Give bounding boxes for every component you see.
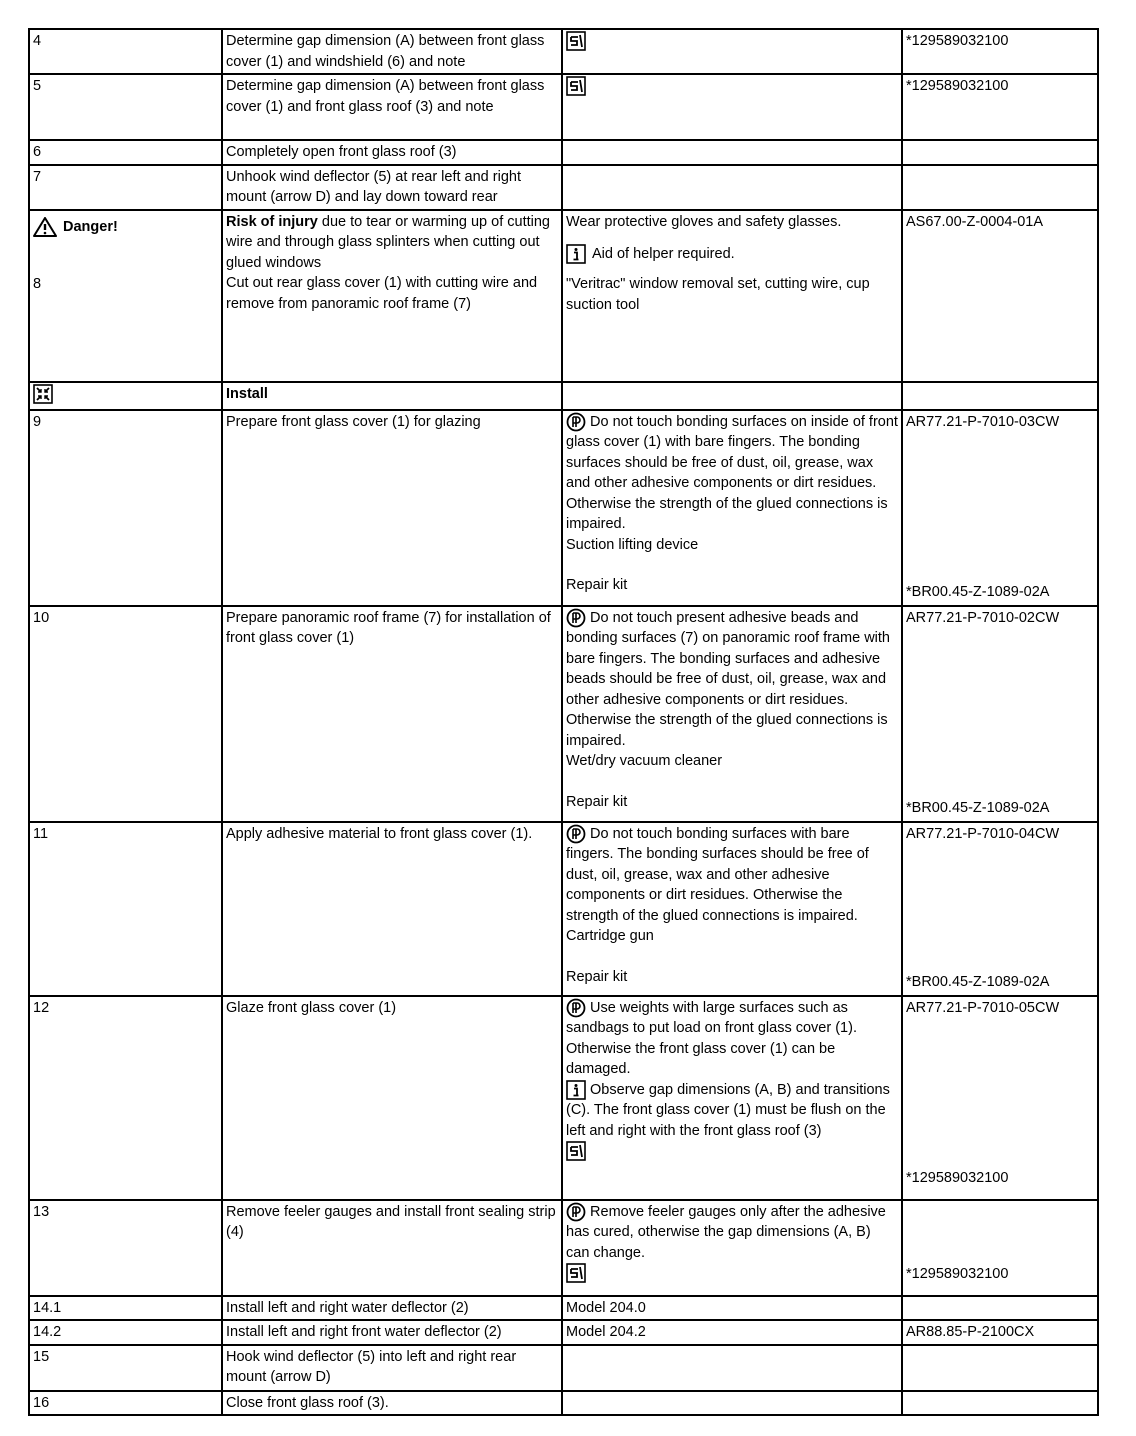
- step-number: 14.2: [29, 1320, 222, 1345]
- step-reference: [902, 140, 1098, 165]
- tool-text: Cartridge gun: [566, 928, 654, 944]
- table-row: [29, 210, 1098, 382]
- step-note: [562, 606, 902, 822]
- step-reference: [902, 382, 1098, 410]
- procedure-table: [28, 28, 1099, 1416]
- step-text: Install left and right water deflector (2): [222, 1296, 562, 1321]
- step-number: 16: [29, 1391, 222, 1416]
- step-reference: [902, 1345, 1098, 1391]
- section-heading: Install: [222, 382, 562, 410]
- step-note: [562, 382, 902, 410]
- table-row: [29, 165, 1098, 210]
- step-reference: [902, 165, 1098, 210]
- note-text: Do not touch bonding surfaces with bare fingers. The bonding surfaces should be free of dust, oil, grease, wax and other adhesive components or dirt residues. Otherwise the strength of the glued connections is impaired.: [566, 825, 869, 924]
- step-number: 10: [29, 606, 222, 822]
- step-note: [562, 996, 902, 1200]
- reference-text: AR77.21-P-7010-04CW: [906, 825, 1060, 842]
- note-paragraph: [566, 412, 898, 535]
- tool-text: Repair kit: [566, 968, 628, 985]
- step-reference: AS67.00-Z-0004-01A: [902, 210, 1098, 382]
- step-text: Prepare front glass cover (1) for glazing: [222, 410, 562, 606]
- reference-text: AR77.21-P-7010-02CW: [906, 609, 1060, 626]
- reference-text: *129589032100: [906, 1265, 1009, 1282]
- step-text: Apply adhesive material to front glass cover (1).: [222, 822, 562, 996]
- note-paragraph: [566, 1080, 898, 1142]
- caution-icon: [566, 412, 586, 432]
- step-number: 14.1: [29, 1296, 222, 1321]
- step-reference: [902, 996, 1098, 1200]
- note-paragraph: [566, 1202, 898, 1264]
- table-row: [29, 382, 1098, 410]
- table-row: [29, 822, 1098, 996]
- step-number: 9: [29, 410, 222, 606]
- table-row: [29, 1200, 1098, 1296]
- step-text: Determine gap dimension (A) between front glass cover (1) and front glass roof (3) and note: [222, 74, 562, 140]
- step-reference: *129589032100: [902, 74, 1098, 140]
- warning-triangle-icon: [33, 217, 57, 237]
- step-note: [562, 140, 902, 165]
- step-note: [562, 822, 902, 996]
- feeler-gauge-icon: [566, 76, 586, 96]
- step-text: Hook wind deflector (5) into left and right rear mount (arrow D): [222, 1345, 562, 1391]
- note-text: Do not touch bonding surfaces on inside of front glass cover (1) with bare fingers. The bonding surfaces should be free of dust, oil, grease, wax and other adhesive components or dirt residues. Otherwise the strength of the glued connections is impaired.: [566, 413, 898, 532]
- risk-bold: Risk of injury: [226, 213, 318, 230]
- note-text: Use weights with large surfaces such as sandbags to put load on front glass cover (1). Otherwise the front glass cover (1) can be damaged.: [566, 999, 857, 1077]
- danger-text: Danger!: [63, 218, 118, 235]
- step-reference: [902, 1391, 1098, 1416]
- step-number: 4: [29, 29, 222, 74]
- install-icon: [33, 384, 53, 404]
- caution-icon: [566, 608, 586, 628]
- note-paragraph: [566, 998, 898, 1080]
- risk-rest: due to tear or warming up of cutting wire and through glass splinters when cutting out glued windows: [226, 213, 550, 271]
- tool-text: Suction lifting device: [566, 536, 699, 553]
- note-text: Do not touch present adhesive beads and bonding surfaces (7) on panoramic roof frame with bare fingers. The bonding surfaces and adhesive beads should be free of dust, oil, grease, wax and other adhesive components or dirt residues. Otherwise the strength of the glued connections is impaired.: [566, 609, 890, 749]
- step-text: Completely open front glass roof (3): [222, 140, 562, 165]
- step-reference: AR88.85-P-2100CX: [902, 1320, 1098, 1345]
- tool-text: Repair kit: [566, 793, 628, 810]
- step-text: Determine gap dimension (A) between front glass cover (1) and windshield (6) and note: [222, 29, 562, 74]
- step-reference: [902, 822, 1098, 996]
- reference-text: *BR00.45-Z-1089-02A: [906, 800, 1050, 816]
- step-number-value: 8: [33, 276, 42, 292]
- install-icon-cell: [29, 382, 222, 410]
- note-paragraph: [566, 608, 898, 752]
- feeler-gauge-icon: [566, 1141, 586, 1161]
- caution-icon: [566, 998, 586, 1018]
- caution-icon: [566, 1202, 586, 1222]
- step-note: Model 204.2: [562, 1320, 902, 1345]
- note-text: Observe gap dimensions (A, B) and transitions (C). The front glass cover (1) must be flush on the left and right with the front glass roof (3): [566, 1081, 890, 1139]
- table-row: [29, 29, 1098, 74]
- reference-text: *129589032100: [906, 1170, 1009, 1186]
- danger-label: [33, 217, 218, 238]
- risk-text: [226, 212, 558, 274]
- step-reference: [902, 1296, 1098, 1321]
- info-note: Aid of helper required.: [592, 245, 735, 262]
- step-text: Install left and right front water deflector (2): [222, 1320, 562, 1345]
- note-text: Remove feeler gauges only after the adhesive has cured, otherwise the gap dimensions (A, B) can change.: [566, 1203, 886, 1261]
- table-row: [29, 996, 1098, 1200]
- reference-text: *BR00.45-Z-1089-02A: [906, 584, 1050, 600]
- step-note: [562, 74, 902, 140]
- table-row: [29, 606, 1098, 822]
- info-icon: [566, 244, 586, 264]
- step-note: [562, 165, 902, 210]
- step-number: 5: [29, 74, 222, 140]
- step-number: 12: [29, 996, 222, 1200]
- step-note: Model 204.0: [562, 1296, 902, 1321]
- safety-note: Wear protective gloves and safety glasses.: [566, 213, 842, 230]
- step-reference: [902, 606, 1098, 822]
- info-icon: [566, 1080, 586, 1100]
- step-number: 13: [29, 1200, 222, 1296]
- reference-text: AR77.21-P-7010-03CW: [906, 413, 1060, 430]
- table-row: [29, 1320, 1098, 1345]
- step-text: Unhook wind deflector (5) at rear left and right mount (arrow D) and lay down toward rear: [222, 165, 562, 210]
- step-number: 6: [29, 140, 222, 165]
- step-text-value: Cut out rear glass cover (1) with cutting wire and remove from panoramic roof frame (7): [226, 275, 538, 312]
- caution-icon: [566, 824, 586, 844]
- step-text: Prepare panoramic roof frame (7) for installation of front glass cover (1): [222, 606, 562, 822]
- step-text: Glaze front glass cover (1): [222, 996, 562, 1200]
- feeler-gauge-icon: [566, 1263, 586, 1283]
- step-note: [562, 29, 902, 74]
- step-note: [562, 1200, 902, 1296]
- tool-text: Wet/dry vacuum cleaner: [566, 753, 723, 769]
- step-note: [562, 1391, 902, 1416]
- step-text: [222, 210, 562, 382]
- step-number: 7: [29, 165, 222, 210]
- step-reference: [902, 410, 1098, 606]
- step-number: [29, 210, 222, 382]
- tools-note: "Veritrac" window removal set, cutting wire, cup suction tool: [566, 276, 870, 313]
- step-note: [562, 210, 902, 382]
- step-note: [562, 1345, 902, 1391]
- table-row: [29, 1296, 1098, 1321]
- table-row: [29, 410, 1098, 606]
- reference-text: AR77.21-P-7010-05CW: [906, 999, 1060, 1016]
- table-row: [29, 1391, 1098, 1416]
- reference-text: *BR00.45-Z-1089-02A: [906, 974, 1050, 990]
- step-reference: [902, 1200, 1098, 1296]
- step-reference: *129589032100: [902, 29, 1098, 74]
- step-text: Close front glass roof (3).: [222, 1391, 562, 1416]
- tool-text: Repair kit: [566, 577, 628, 593]
- step-text: Remove feeler gauges and install front sealing strip (4): [222, 1200, 562, 1296]
- step-number: 15: [29, 1345, 222, 1391]
- table-row: [29, 74, 1098, 140]
- note-paragraph: [566, 824, 898, 927]
- feeler-gauge-icon: [566, 31, 586, 51]
- step-number: 11: [29, 822, 222, 996]
- table-row: [29, 1345, 1098, 1391]
- step-note: [562, 410, 902, 606]
- table-row: [29, 140, 1098, 165]
